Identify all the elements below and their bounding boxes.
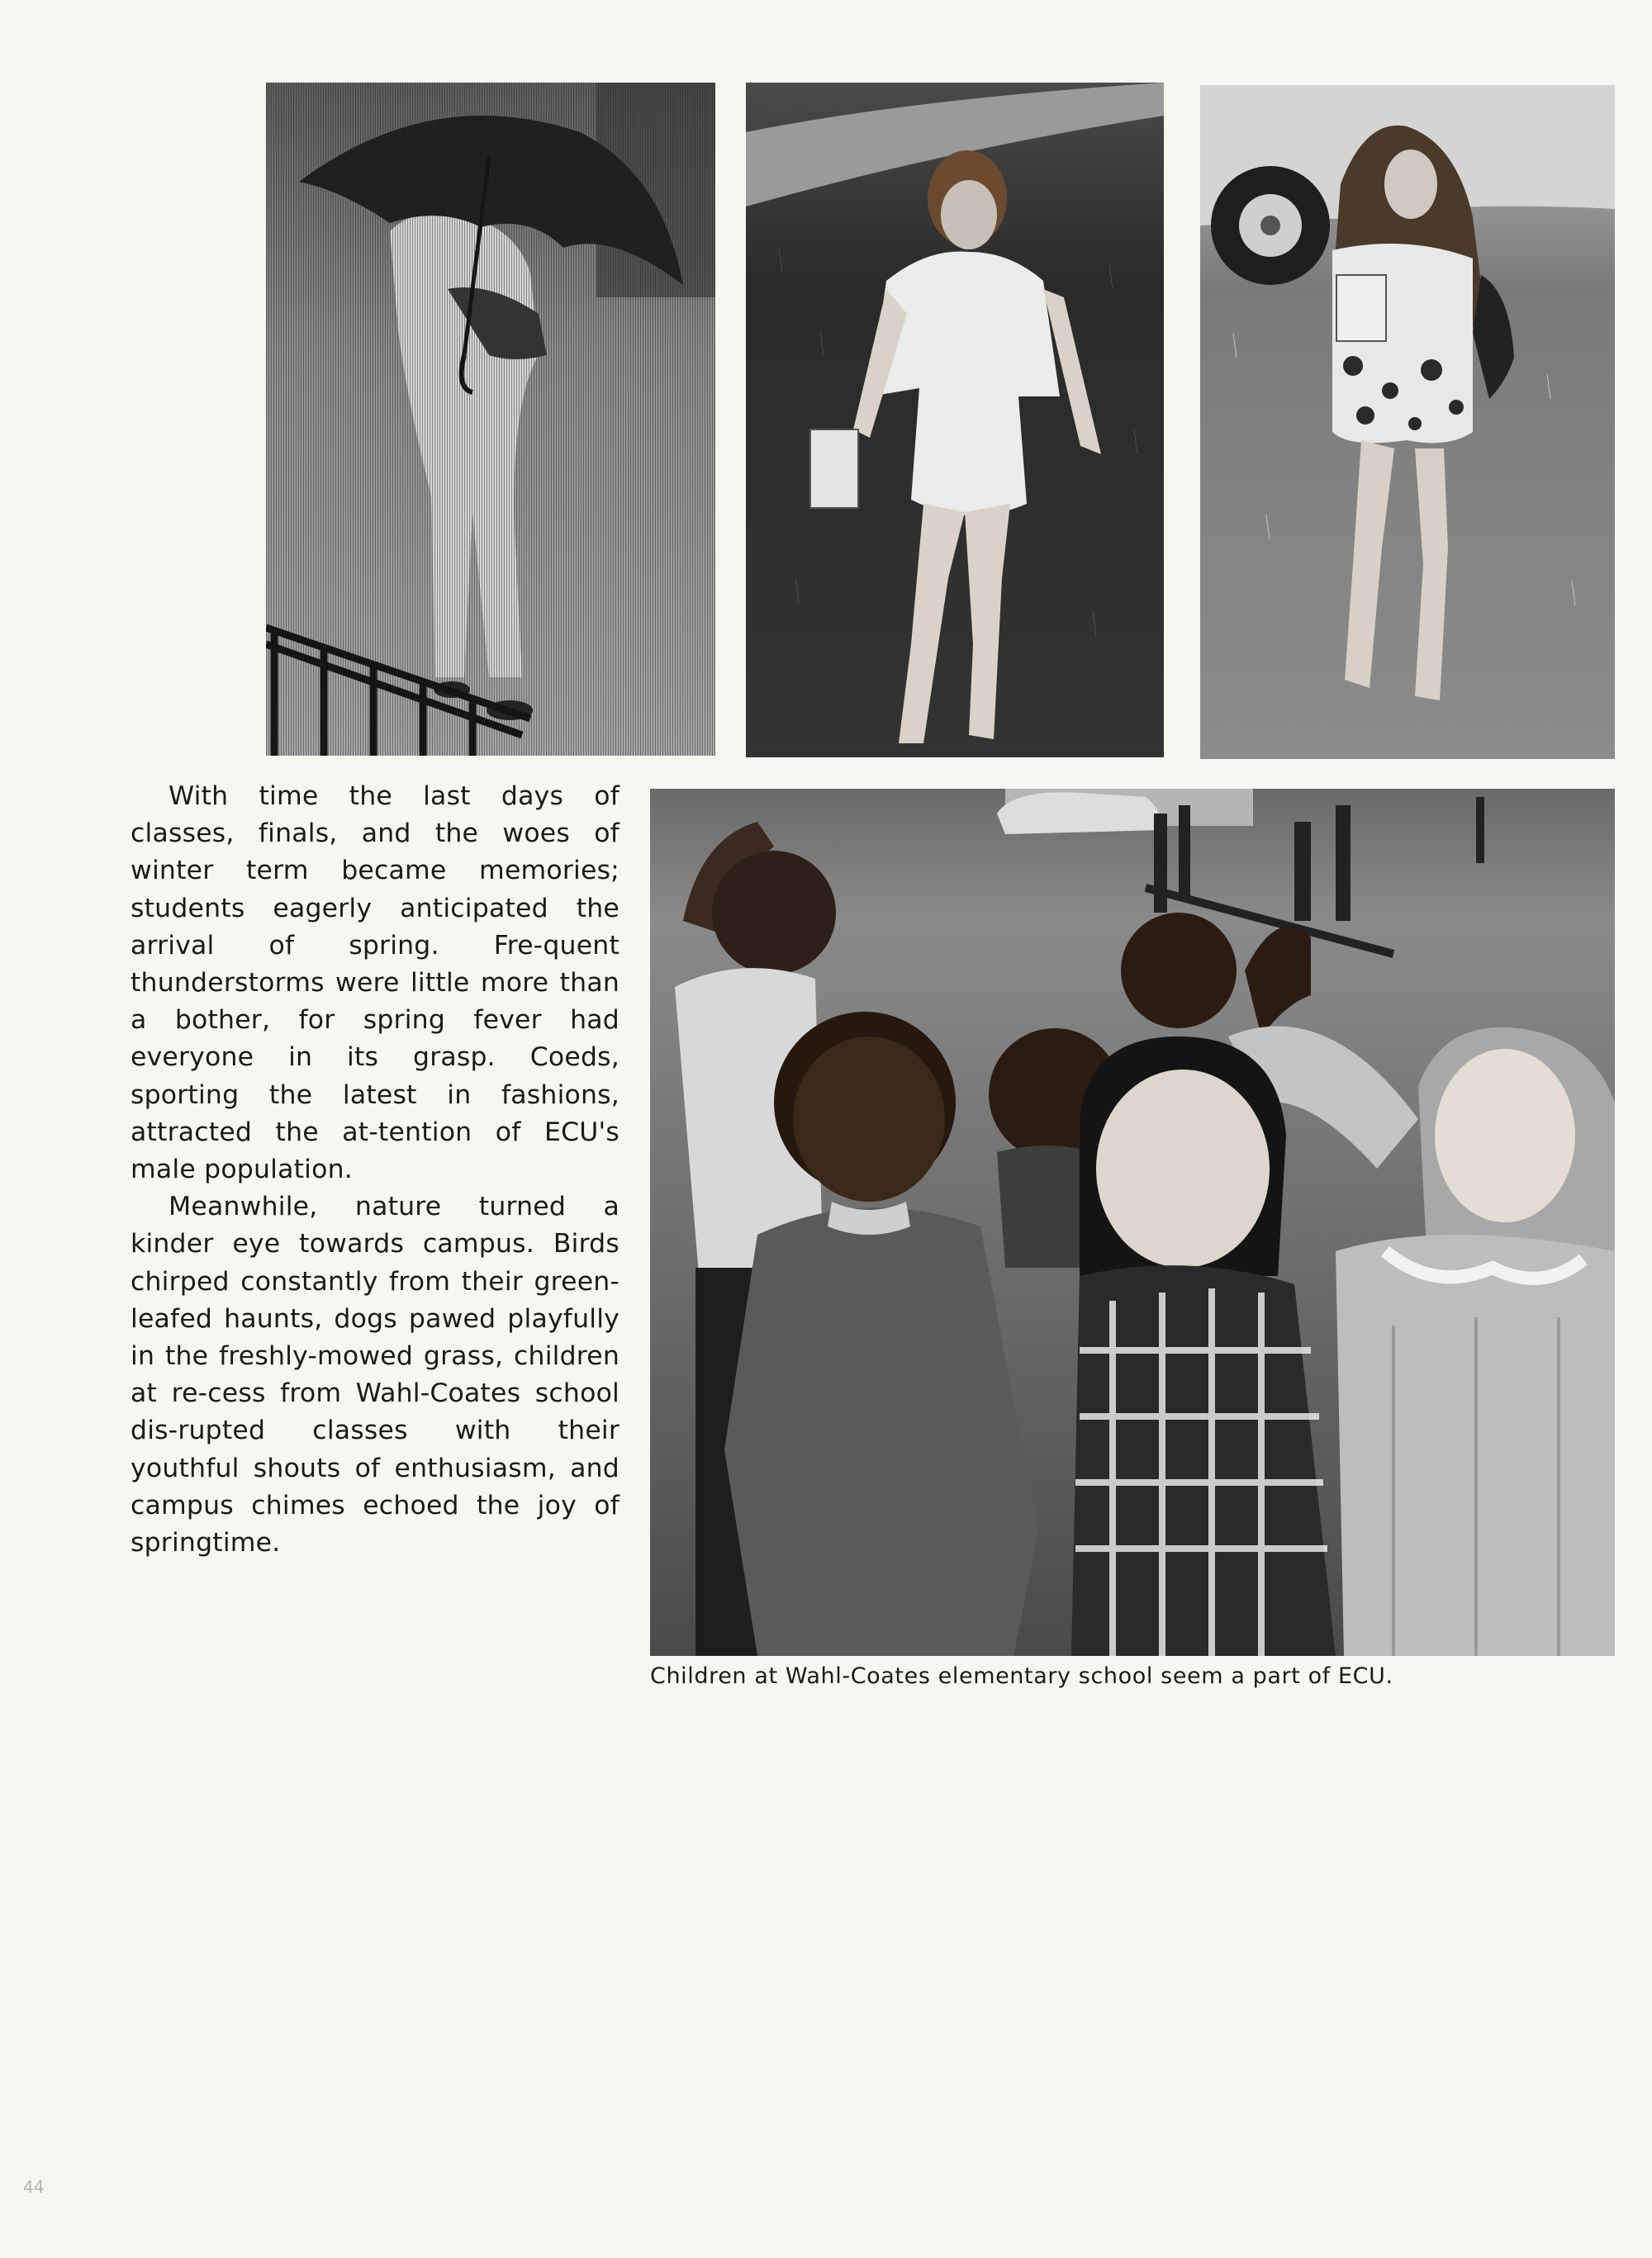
article-paragraph-1: With time the last days of classes, finals, and the woes of winter term became memories; students eagerly anticipated the arrival of spring. Fre-quent thunderstorms were little more than a bother, for spring fever had everyone in its grasp. Coeds, sporting the latest in fashions, attracted the at-tention of ECU's male population. [131,781,620,1185]
article-paragraph-2: Meanwhile, nature turned a kinder eye towards campus. Birds chirped constantly from their green-leafed haunts, dogs pawed playfully in the freshly-mowed grass, children at re-cess from Wahl-Coates school dis-rupted classes with their youthful shouts of enthusiasm, and campus chimes echoed the joy of springtime. [131,1192,620,1558]
article-body [131,778,620,1562]
photo-rain-books [1200,85,1615,759]
photo-rain-walker [746,83,1164,757]
photo-playground-children [650,789,1615,1656]
children-photo-art [650,789,1615,1656]
page-number: 44 [23,2177,45,2197]
photo-umbrella-student [266,83,715,756]
walker-photo-art [746,83,1164,757]
books-photo-art [1200,85,1615,759]
umbrella-photo-art [266,83,715,756]
photo-caption: Children at Wahl-Coates elementary school seem a part of ECU. [650,1663,1393,1689]
